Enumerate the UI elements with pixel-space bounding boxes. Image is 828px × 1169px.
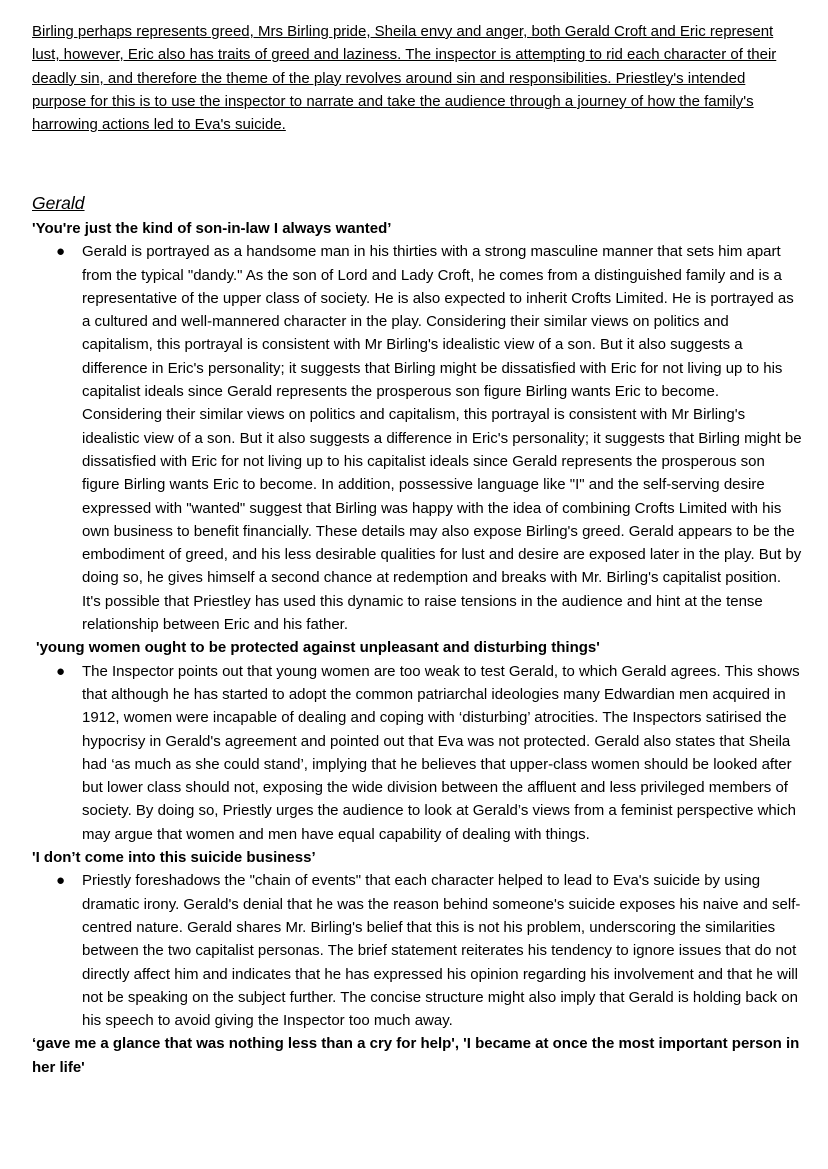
bullet-dot-icon: ● bbox=[56, 243, 66, 261]
analysis-bullet bbox=[32, 240, 802, 636]
quote-heading: 'young women ought to be protected against unpleasant and disturbing things' bbox=[36, 639, 600, 657]
gerald-section-content bbox=[32, 217, 802, 1079]
quote-heading: ‘gave me a glance that was nothing less than a cry for help', 'I became at once the most important person in her life' bbox=[32, 1035, 800, 1076]
bullet-dot-icon: ● bbox=[56, 872, 66, 890]
analysis-bullet bbox=[32, 660, 802, 846]
analysis-text: Gerald is portrayed as a handsome man in his thirties with a strong masculine manner that sets him apart from the typical "dandy." As the son of Lord and Lady Croft, he comes from a distinguished family and is a representative of the upper class of society. He is also expected to inherit Crofts Limited. He is portrayed as a cultured and well-mannered character in the play. Considering their similar views on politics and capitalism, this portrayal is consistent with Mr Birling's idealistic view of a son. But it also suggests a difference in Eric's personality; it suggests that Birling might be dissatisfied with Eric for not living up to his capitalist ideals since Gerald represents the prosperous son figure Birling wants Eric to become. Considering their similar views on politics and capitalism, this portrayal is consistent with Mr Birling's idealistic view of a son. But it also suggests a difference in Eric's personality; it suggests that Birling might be dissatisfied with Eric for not living up to his capitalist ideals since Gerald represents the prosperous son figure Birling wants Eric to become. In addition, possessive language like "I" and the self-serving desire expressed with "wanted" suggest that Birling was happy with the idea of combining Crofts Limited with his own business to benefit financially. These details may also expose Birling's greed. Gerald appears to be the embodiment of greed, and his less desirable qualities for lust and desire are exposed later in the play. But by doing so, he gives himself a second chance at redemption and breaks with Mr. Birling's capitalist position. It's possible that Priestley has used this dynamic to raise tensions in the audience and hint at the tense relationship between Eric and his father. bbox=[82, 243, 802, 634]
quote-heading: 'You're just the kind of son-in-law I always wanted’ bbox=[32, 220, 392, 237]
section-heading-gerald: Gerald bbox=[32, 193, 85, 213]
intro-paragraph: Birling perhaps represents greed, Mrs Birling pride, Sheila envy and anger, both Gerald Croft and Eric represent lust, however, Eric also has traits of greed and laziness. The inspector is attempting to rid each character of their deadly sin, and therefore the theme of the play revolves around sin and responsibilities. Priestley's intended purpose for this is to use the inspector to narrate and take the audience through a journey of how the family's harrowing actions led to Eva's suicide. bbox=[32, 23, 777, 134]
quote-heading: 'I don’t come into this suicide business’ bbox=[32, 849, 316, 867]
bullet-dot-icon: ● bbox=[56, 662, 66, 680]
analysis-bullet bbox=[32, 869, 802, 1032]
analysis-text: Priestly foreshadows the "chain of events" that each character helped to lead to Eva's suicide by using dramatic irony. Gerald's denial that he was the reason behind someone's suicide exposes his naive and self-centred nature. Gerald shares Mr. Birling's belief that this is not his problem, underscoring the similarities between the two capitalist personas. The brief statement reiterates his tendency to ignore issues that do not directly affect him and indicates that he has expressed his opinion regarding his involvement and that he will not be speaking on the subject further. The concise structure might also imply that Gerald is holding back on his speech to avoid giving the Inspector too much away. bbox=[82, 872, 801, 1030]
analysis-text: The Inspector points out that young women are too weak to test Gerald, to which Gerald agrees. This shows that although he has started to adopt the common patriarchal ideologies many Edwardian men acquired in 1912, women were incapable of dealing and coping with ‘disturbing’ atrocities. The Inspectors satirised the hypocrisy in Gerald's agreement and pointed out that Eva was not protected. Gerald also states that Sheila had ‘as much as she could stand’, implying that he believes that upper-class women should be looked after but lower class should not, exposing the wide division between the affluent and less privileged members of society. By doing so, Priestly urges the audience to look at Gerald’s views from a feminist perspective which may argue that women and men have equal capability of dealing with things. bbox=[82, 662, 800, 843]
